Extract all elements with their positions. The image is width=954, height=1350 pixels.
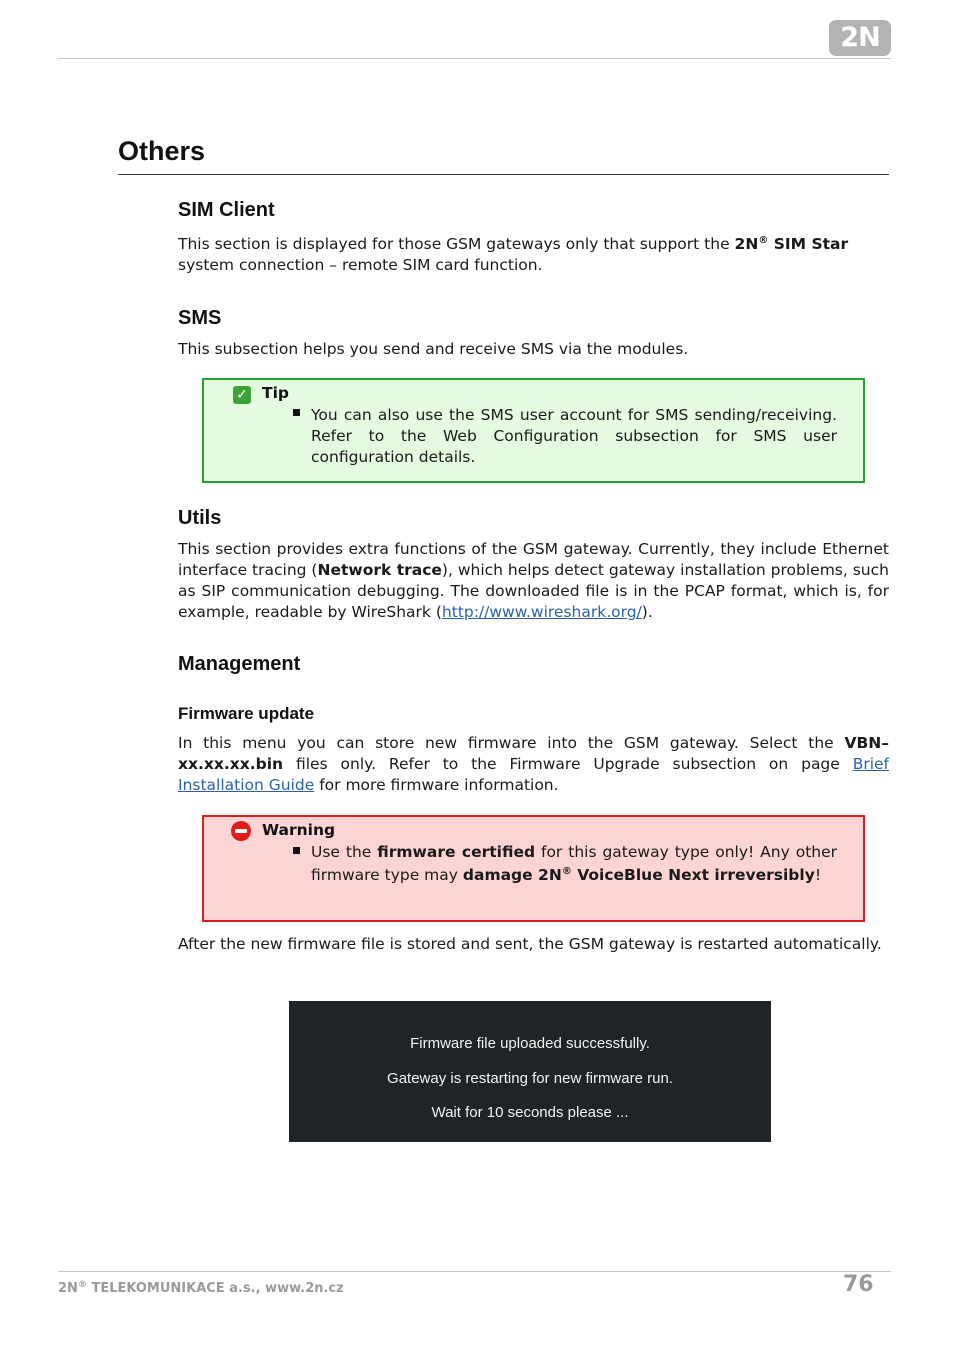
utils-heading: Utils bbox=[178, 507, 222, 529]
sms-text: This subsection helps you send and receive SMS via the modules. bbox=[178, 340, 689, 358]
2n-logo: 2N bbox=[829, 20, 891, 56]
page-title: Others bbox=[118, 136, 206, 166]
warning-text: Use the firmware certified for this gateway type only! Any other firmware type may damage 2N® VoiceBlue Next irreversibly! bbox=[311, 843, 838, 884]
screenshot-line-3: Wait for 10 seconds please ... bbox=[431, 1104, 629, 1121]
brief-installation-guide-link[interactable]: Brief Installation Guide bbox=[178, 755, 889, 794]
tip-box bbox=[202, 378, 865, 483]
screenshot-line-2: Gateway is restarting for new firmware run. bbox=[387, 1070, 673, 1087]
footer-company: 2N® TELEKOMUNIKACE a.s., www.2n.cz bbox=[58, 1280, 344, 1296]
page-number: 76 bbox=[843, 1272, 874, 1297]
tip-label: Tip bbox=[262, 384, 289, 402]
warning-label: Warning bbox=[262, 821, 336, 839]
header-rule bbox=[58, 58, 891, 59]
sms-heading: SMS bbox=[178, 307, 222, 329]
bullet-icon bbox=[293, 409, 300, 416]
utils-text: This section provides extra functions of the GSM gateway. Currently, they include Ethernet interface tracing (Network trace), which helps detect gateway installation problems, such as SIP communication debugging. The downloaded file is in the PCAP format, which is, for example, readable by WireShark (http://www.wireshark.org/). bbox=[178, 540, 889, 621]
tip-text: You can also use the SMS user account for SMS sending/receiving. Refer to the Web Configuration subsection for SMS user configuration details. bbox=[311, 406, 837, 466]
sim-client-text: This section is displayed for those GSM gateways only that support the 2N® SIM Star system connection – remote SIM card function. bbox=[178, 235, 849, 274]
after-update-text: After the new firmware file is stored and sent, the GSM gateway is restarted automatically. bbox=[178, 935, 882, 953]
checkmark-icon: ✓ bbox=[233, 386, 251, 404]
management-heading: Management bbox=[178, 653, 301, 675]
bullet-icon bbox=[293, 847, 300, 854]
screenshot-line-1: Firmware file uploaded successfully. bbox=[410, 1035, 650, 1052]
firmware-upload-screenshot bbox=[289, 1001, 771, 1142]
title-rule bbox=[118, 174, 889, 175]
firmware-text: In this menu you can store new firmware into the GSM gateway. Select the VBN–xx.xx.xx.bin files only. Refer to the Firmware Upgrade subsection on page Brief Installation Guide for more firmware information. bbox=[178, 734, 889, 794]
footer-rule bbox=[58, 1271, 891, 1272]
stop-icon bbox=[231, 821, 251, 841]
warning-box bbox=[202, 815, 865, 922]
firmware-update-heading: Firmware update bbox=[178, 704, 315, 723]
sim-client-heading: SIM Client bbox=[178, 199, 275, 221]
wireshark-link[interactable]: http://www.wireshark.org/ bbox=[441, 603, 642, 621]
